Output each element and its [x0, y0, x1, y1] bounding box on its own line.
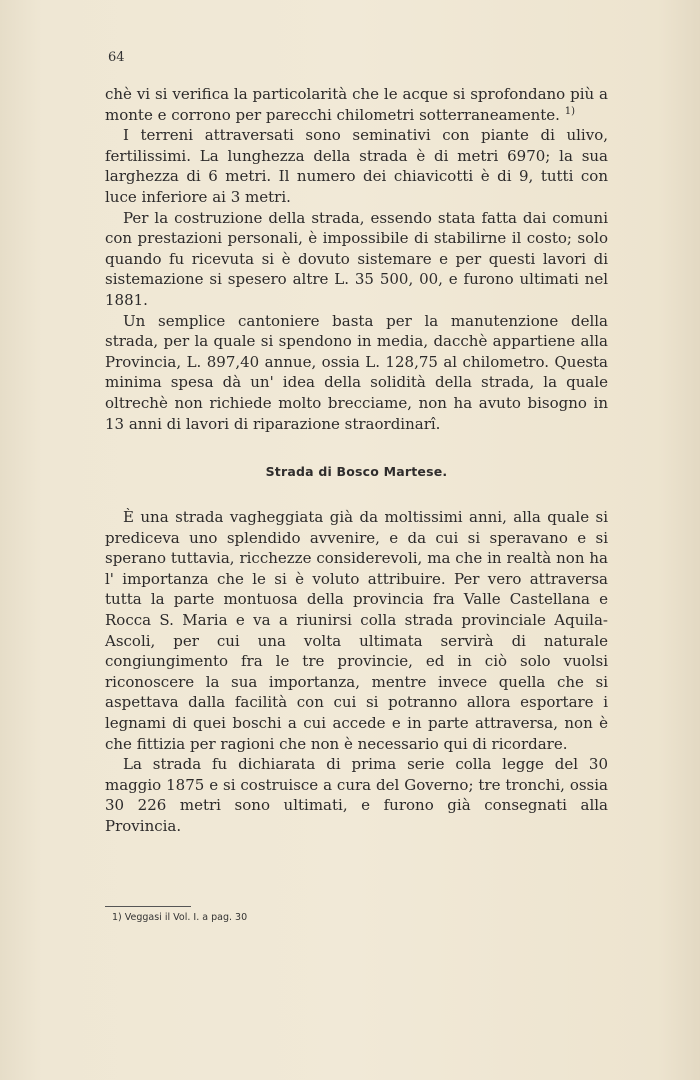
paragraph: Un semplice cantoniere basta per la manutenzione della strada, per la quale si spendono in media, dacchè appartiene alla Provincia, L. 897,40 annue, ossia L. 128,75 al chilometro. Questa minima spesa dà un' idea della solidità della strada, la quale oltrechè non richiede molto brecciame, non ha avuto bisogno in 13 anni di lavori di riparazione straordinarî.	[105, 311, 608, 433]
page-number: 64	[108, 50, 125, 65]
footnote-reference: 1)	[564, 105, 575, 117]
section-heading: Strada di Bosco Martese.	[265, 464, 448, 480]
footnote: 1) Veggasi il Vol. I. a pag. 30	[112, 912, 248, 923]
paragraph: La strada fu dichiarata di prima serie colla legge del 30 maggio 1875 e si costruisce a cura del Governo; tre tronchi, ossia 30 226 metri sono ultimati, e furono già consegnati alla Provincia.	[105, 755, 608, 835]
paragraph: I terreni attraversati sono seminativi con piante di ulivo, fertilissimi. La lunghezza della strada è di metri 6970; la sua larghezza di 6 metri. Il numero dei chiavicotti è di 9, tutti con luce inferiore ai 3 metri.	[105, 126, 608, 206]
main-text	[105, 84, 608, 837]
paragraph	[105, 84, 608, 125]
paragraph: Per la costruzione della strada, essendo stata fatta dai comuni con prestazioni personali, è impossibile di stabilirne il costo; solo quando fu ricevuta si è dovuto sistemare e per questi lavori di sistemazione si spesero altre L. 35 500, 00, e furono ultimati nel 1881.	[105, 208, 608, 309]
paragraph: È una strada vagheggiata già da moltissimi anni, alla quale si prediceva uno splendido avvenire, e da cui si speravano e si sperano tuttavia, ricchezze considerevoli, ma che in realtà non ha l' importanza che le si è voluto attribuire. Per vero attraversa tutta la parte montuosa della provincia fra Valle Castellana e Rocca S. Maria e va a riunirsi colla strada provinciale Aquila-Ascoli, per cui una volta ultimata servirà di naturale congiungimento fra le tre provincie, ed in ciò solo vuolsi riconoscere la sua importanza, mentre invece quella che si aspettava dalla facilità con cui si potranno allora esportare i legnami di quei boschi a cui accede e in parte attraversa, non è che fittizia per ragioni che non è necessario qui di ricordare.	[105, 508, 608, 753]
paragraph-text: chè vi si verifica la particolarità che le acque si sprofondano più a monte e corrono per parecchi chilometri sotterraneamente.	[105, 85, 608, 124]
footnote-divider	[105, 906, 191, 907]
